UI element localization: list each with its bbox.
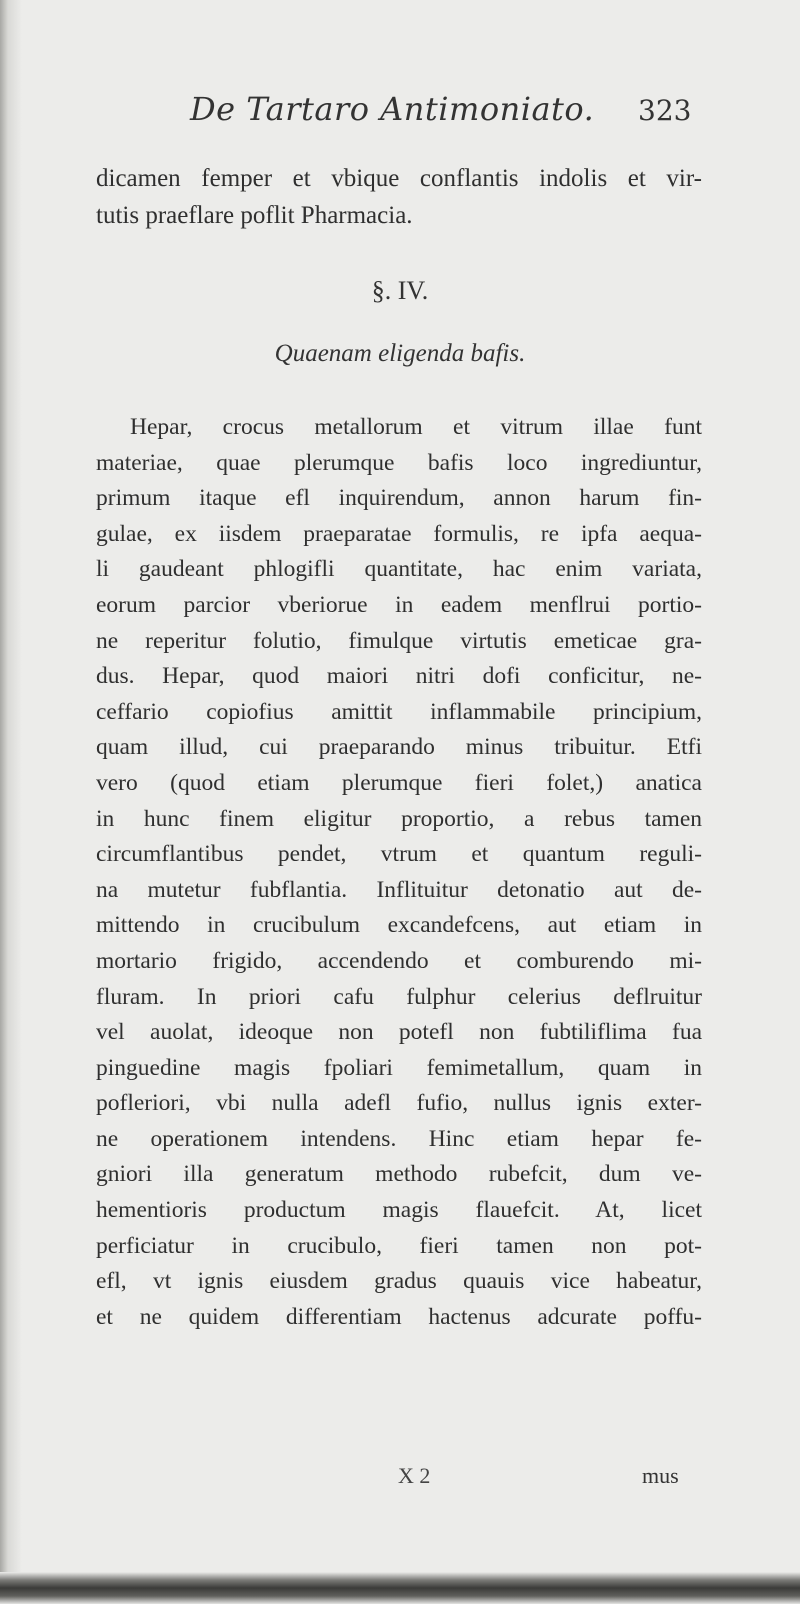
text-line: in hunc finem eligitur proportio, a rebus tamen	[96, 805, 702, 832]
text-line: et ne quidem differentiam hactenus adcurate poffu-	[96, 1303, 702, 1330]
section-number: §. IV.	[371, 276, 429, 305]
text-line: Hepar, crocus metallorum et vitrum illae funt	[130, 414, 702, 440]
text-line: dicamen femper et vbique conflantis indolis et vir-	[96, 165, 702, 192]
text-line: ne operationem intendens. Hinc etiam hepar fe-	[96, 1125, 702, 1152]
text-line: tutis praeflare poflit Pharmacia.	[96, 202, 413, 229]
text-line: mortario frigido, accendendo et comburendo mi-	[96, 947, 702, 974]
text-line: quam illud, cui praeparando minus tribuitur. Etfi	[96, 734, 702, 761]
text-line: hementioris productum magis flauefcit. At, licet	[96, 1197, 702, 1224]
text-line: vel auolat, ideoque non potefl non fubtiliflima fua	[96, 1019, 702, 1046]
intro-paragraph	[96, 160, 702, 234]
text-line: mittendo in crucibulum excandefcens, aut etiam in	[96, 912, 702, 939]
text-line: dus. Hepar, quod maiori nitri dofi conficitur, ne-	[96, 663, 702, 690]
running-title: De Tartaro Antimoniato.	[190, 90, 595, 128]
text-line: perficiatur in crucibulo, fieri tamen non pot-	[96, 1232, 702, 1259]
text-line: primum itaque efl inquirendum, annon harum fin-	[96, 485, 702, 512]
text-line: na mutetur fubflantia. Inflituitur detonatio aut de-	[96, 876, 702, 903]
page-footer	[0, 1463, 800, 1503]
text-line: pofleriori, vbi nulla adefl fufio, nullus ignis exter-	[96, 1090, 702, 1117]
page-number: 323	[638, 94, 692, 127]
catchword: mus	[642, 1463, 679, 1488]
text-line: ceffario copiofius amittit inflammabile principium,	[96, 698, 702, 725]
text-line: efl, vt ignis eiusdem gradus quauis vice habeatur,	[96, 1268, 702, 1295]
section-heading: Quaenam eligenda bafis.	[274, 340, 526, 367]
page-gutter-shadow	[0, 0, 22, 1604]
text-line: gulae, ex iisdem praeparatae formulis, re ipfa aequa-	[96, 520, 702, 547]
text-line: circumflantibus pendet, vtrum et quantum reguli-	[96, 841, 702, 868]
text-line: fluram. In priori cafu fulphur celerius deflruitur	[96, 983, 702, 1010]
page-header	[0, 90, 800, 140]
body-paragraph	[96, 410, 702, 1335]
text-line: vero (quod etiam plerumque fieri folet,) anatica	[96, 769, 702, 796]
text-line: gniori illa generatum methodo rubefcit, dum ve-	[96, 1161, 702, 1188]
text-line: ne reperitur folutio, fimulque virtutis emeticae gra-	[96, 627, 702, 654]
text-line: li gaudeant phlogifli quantitate, hac enim variata,	[96, 556, 702, 583]
page-bottom-edge	[0, 1572, 800, 1604]
text-line: eorum parcior vberiorue in eadem menflrui portio-	[96, 591, 702, 618]
text-line: materiae, quae plerumque bafis loco ingrediuntur,	[96, 449, 702, 476]
text-line: pinguedine magis fpoliari femimetallum, quam in	[96, 1054, 702, 1081]
signature-mark: X 2	[398, 1463, 431, 1488]
